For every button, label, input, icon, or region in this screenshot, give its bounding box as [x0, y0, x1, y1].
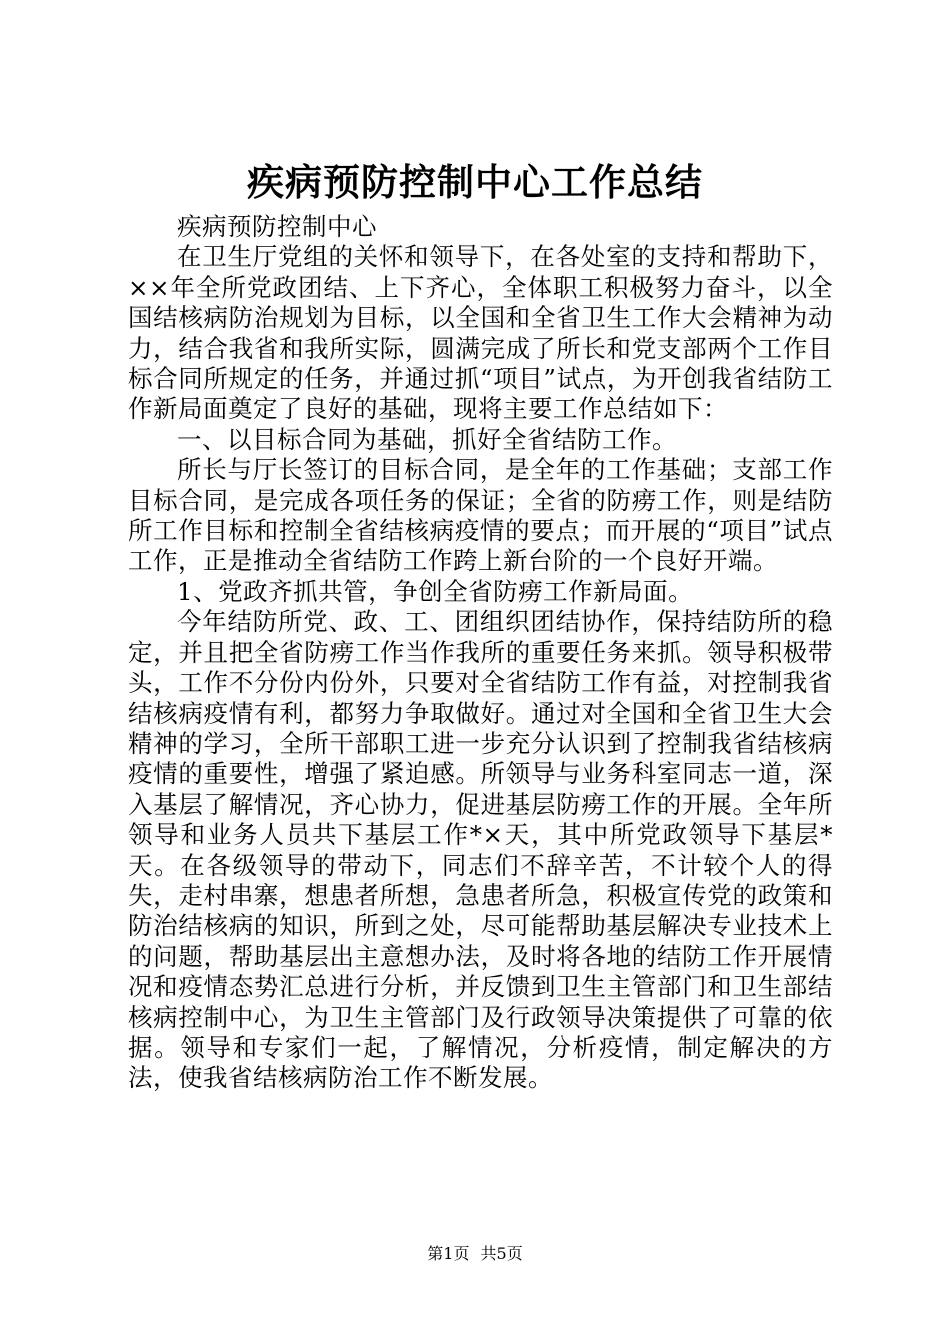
subsection-1-paragraph: 今年结防所党、政、工、团组织团结协作，保持结防所的稳定，并且把全省防痨工作当作我所的重要任务来抓。领导积极带头，工作不分份内份外，只要对全省结防工作有益，对控制我省结核病疫情有利，都努力争取做好。通过对全国和全省卫生大会精神的学习，全所干部职工进一步充分认识到了控制我省结核病疫情的重要性，增强了紧迫感。所领导与业务科室同志一道，深入基层了解情况，齐心协力，促进基层防痨工作的开展。全年所领导和业务人员共下基层工作*×天，其中所党政领导下基层*天。在各级领导的带动下，同志们不辞辛苦，不计较个人的得失，走村串寨，想患者所想，急患者所急，积极宣传党的政策和防治结核病的知识，所到之处，尽可能帮助基层解决专业技术上的问题，帮助基层出主意想办法，及时将各地的结防工作开展情况和疫情态势汇总进行分析，并反馈到卫生主管部门和卫生部结核病控制中心，为卫生主管部门及行政领导决策提供了可靠的依据。领导和专家们一起，了解情况，分析疫情，制定解决的方法，使我省结核病防治工作不断发展。 [128, 607, 833, 1093]
section-heading-1: 一、以目标合同为基础，抓好全省结防工作。 [177, 424, 677, 454]
document-title: 疾病预防控制中心工作总结 [247, 160, 703, 204]
section-1-paragraph: 所长与厅长签订的目标合同，是全年的工作基础；支部工作目标合同，是完成各项任务的保证；全省的防痨工作，则是结防所工作目标和控制全省结核病疫情的要点；而开展的“项目”试点工作，正是推动全省结防工作跨上新台阶的一个良好开端。 [128, 455, 833, 576]
document-body [128, 212, 833, 1094]
subsection-heading-1: 1、党政齐抓共管，争创全省防痨工作新局面。 [177, 576, 694, 606]
org-name-line: 疾病预防控制中心 [177, 212, 377, 241]
page-footer: 第1页 共5页 [427, 1244, 523, 1263]
intro-paragraph: 在卫生厅党组的关怀和领导下，在各处室的支持和帮助下，××年全所党政团结、上下齐心，全体职工积极努力奋斗，以全国结核病防治规划为目标，以全国和全省卫生工作大会精神为动力，结合我省和我所实际，圆满完成了所长和党支部两个工作目标合同所规定的任务，并通过抓“项目”试点，为开创我省结防工作新局面奠定了良好的基础，现将主要工作总结如下： [128, 242, 833, 424]
